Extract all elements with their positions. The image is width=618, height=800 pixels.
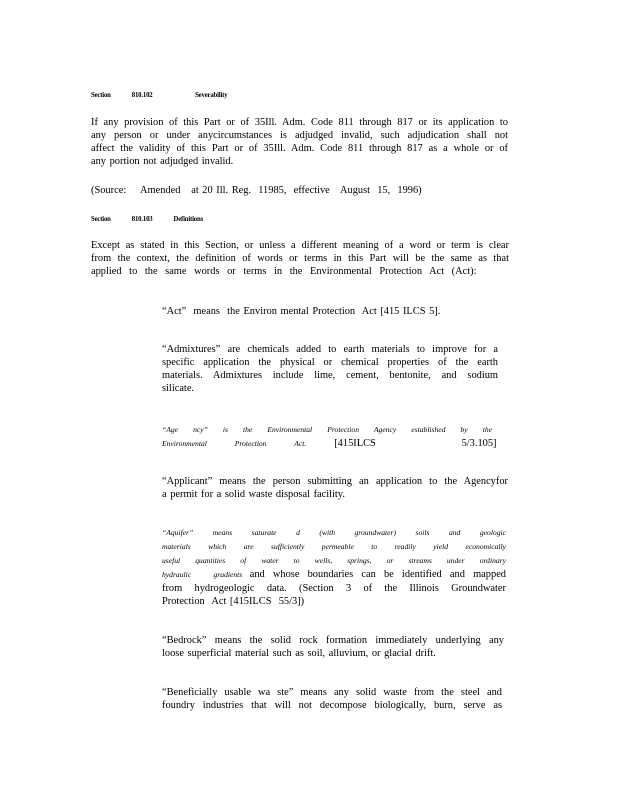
text-line: specific application the physical or chemical properties of the earth bbox=[162, 357, 498, 368]
text-line: materials. Admixtures include lime, cement, bentonite, and sodium bbox=[162, 370, 498, 381]
section-title: Severability bbox=[195, 90, 228, 99]
text-line: “Age ncy” is the Environmental Protection Agency established by the bbox=[162, 425, 492, 434]
text-fragment: hydraulic gradients bbox=[162, 570, 243, 579]
text-line: foundry industries that will not decompose biologically, burn, serve as bbox=[162, 700, 502, 711]
text-line bbox=[162, 568, 506, 582]
section-title: Definitions bbox=[173, 214, 204, 223]
section-heading-definitions bbox=[91, 214, 203, 223]
text-line: any portion not adjudged invalid. bbox=[91, 156, 234, 167]
section-label: Section bbox=[91, 90, 111, 99]
definitions-intro bbox=[91, 239, 509, 278]
text-line: applied to the same words or terms in the Environmental Protection Act (Act): bbox=[91, 266, 477, 277]
text-line: from the context, the definition of words or terms in this Part will be the same as that bbox=[91, 253, 509, 264]
definition-applicant bbox=[162, 475, 508, 501]
text-line: a permit for a solid waste disposal facility. bbox=[162, 489, 345, 500]
text-line: If any provision of this Part or of 35Ill. Adm. Code 811 through 817 or its application to bbox=[91, 117, 508, 128]
text-line: “Admixtures” are chemicals added to earth materials to improve for a bbox=[162, 344, 498, 355]
definition-admixtures bbox=[162, 343, 498, 395]
definition-agency bbox=[162, 423, 497, 451]
text-line: any person or under anycircumstances is adjudged invalid, such adjudication shall not bbox=[91, 130, 508, 141]
text-line: loose superficial material such as soil, alluvium, or glacial drift. bbox=[162, 648, 436, 659]
section-code: 810.103 bbox=[131, 214, 153, 223]
section-heading-severability bbox=[91, 90, 227, 99]
text-line: Except as stated in this Section, or unless a different meaning of a word or term is clear bbox=[91, 240, 509, 251]
text-line: “Applicant” means the person submitting an application to the Agencyfor bbox=[162, 476, 508, 487]
section-code: 810.102 bbox=[131, 90, 153, 99]
definition-beneficially-usable-waste bbox=[162, 686, 502, 712]
text-line: “Aquifer” means saturate d (with groundwater) soils and geologic bbox=[162, 528, 506, 537]
source-note: (Source: Amended at 20 Ill. Reg. 11985, effective August 15, 1996) bbox=[91, 185, 422, 196]
text-fragment: and whose boundaries can be identified and mapped bbox=[249, 569, 506, 580]
citation: [415ILCS 5/3.105] bbox=[334, 438, 497, 449]
severability-paragraph bbox=[91, 116, 508, 168]
text-line: from hydrogeologic data. (Section 3 of the Illinois Groundwater bbox=[162, 583, 506, 594]
definition-act: “Act” means the Environ mental Protection Act [415 ILCS 5]. bbox=[162, 306, 441, 317]
section-label: Section bbox=[91, 214, 111, 223]
text-line: materials which are sufficiently permeable to readily yield economically bbox=[162, 542, 506, 551]
text-line: silicate. bbox=[162, 383, 195, 394]
text-line: useful quantities of water to wells, springs, or streams under ordinary bbox=[162, 556, 506, 565]
text-line: affect the validity of this Part or of 35Ill. Adm. Code 811 through 817 as a whole or of bbox=[91, 143, 508, 154]
definition-aquifer-continued bbox=[162, 582, 506, 608]
text-line: “Bedrock” means the solid rock formation immediately underlying any bbox=[162, 635, 504, 646]
text-fragment: Environmental Protection Act. bbox=[162, 439, 307, 448]
definition-aquifer bbox=[162, 526, 506, 582]
text-line: Protection Act [415ILCS 55/3]) bbox=[162, 596, 305, 607]
definition-bedrock bbox=[162, 634, 504, 660]
text-line bbox=[162, 437, 497, 451]
text-line: “Beneficially usable wa ste” means any solid waste from the steel and bbox=[162, 687, 502, 698]
